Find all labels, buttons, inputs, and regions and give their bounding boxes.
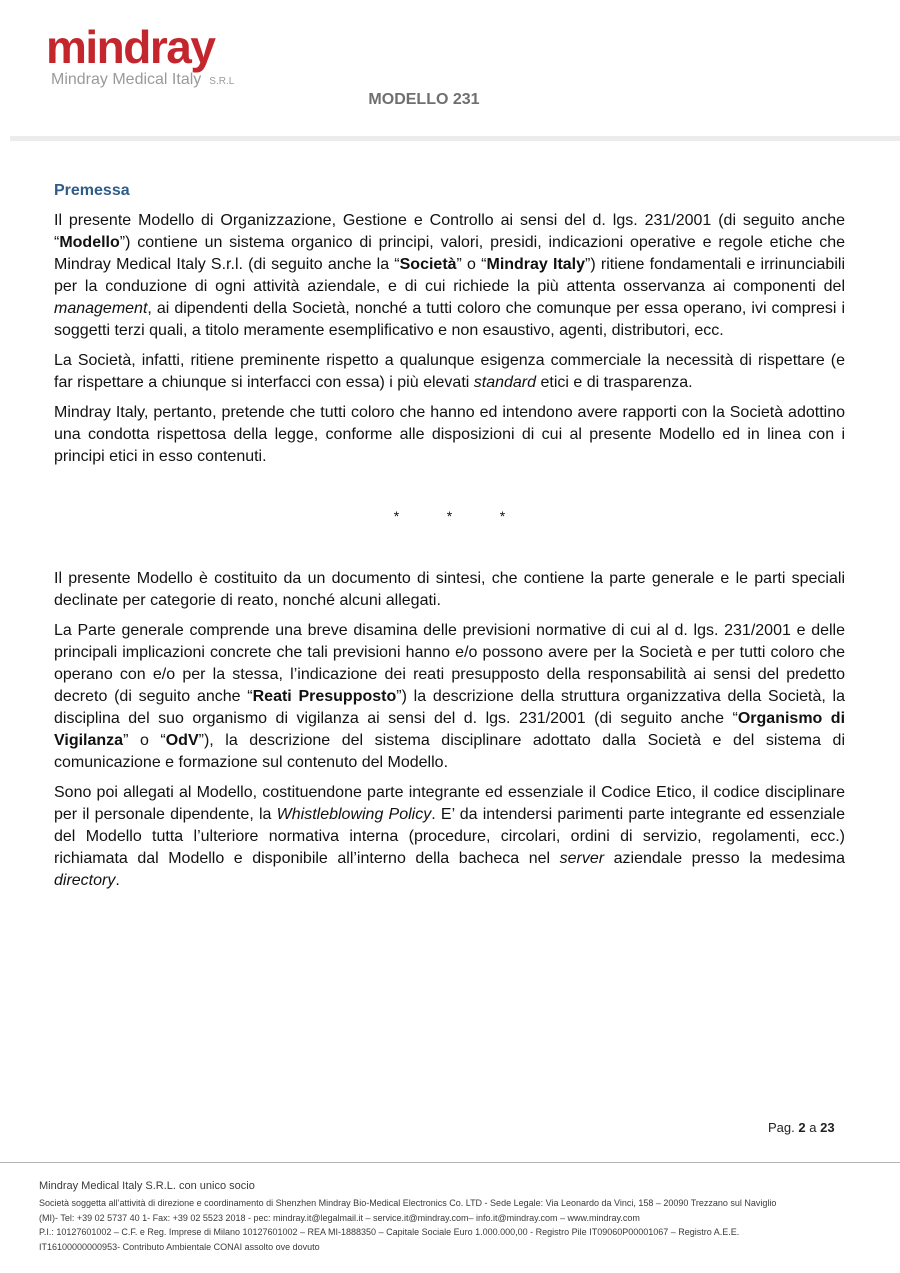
italic-term: server — [559, 850, 605, 867]
logo-company-text: Mindray Medical Italy — [51, 71, 202, 88]
page-total: 23 — [820, 1120, 835, 1135]
italic-term: Whistleblowing Policy — [276, 806, 432, 823]
italic-term: management — [54, 300, 148, 317]
paragraph-1 — [54, 210, 845, 342]
paragraph-2 — [54, 350, 845, 394]
page-prefix: Pag. — [768, 1120, 795, 1135]
paragraph-4 — [54, 568, 845, 612]
page-content — [54, 182, 845, 900]
bold-term: Mindray Italy — [486, 256, 586, 273]
text-run: , ai dipendenti della Società, nonché a tutti coloro che comunque per essa operano, ivi compresi i soggetti terzi quali, a titolo meramente esemplificativo e non esaustivo, agenti, distributori, ecc. — [54, 300, 845, 339]
footer-line: P.I.: 10127601002 – C.F. e Reg. Imprese di Milano 10127601002 – REA MI-1888350 – Capitale Sociale Euro 1.000.000,00 - Registro Pile IT09060P00001067 – Registro A.E.E. — [39, 1227, 740, 1237]
text-run: Mindray Italy, pertanto, pretende che tutti coloro che hanno ed intendono avere rapporti con la Società adottino una condotta rispettosa della legge, conforme alle disposizioni di cui al presente Modello ed in linea con i principi etici in esso contenuti. — [54, 404, 845, 465]
page-current: 2 — [798, 1120, 806, 1135]
italic-term: directory — [54, 872, 116, 889]
separator-star: * — [446, 508, 453, 524]
document-title: MODELLO 231 — [368, 91, 480, 108]
text-run: ”) contiene un sistema organico di principi, valori, presidi, indicazioni operative e regole etiche che Mindray Medical Italy S.r.l. (di seguito anche la “ — [54, 234, 845, 273]
bold-term: Società — [399, 256, 457, 273]
text-run: Sono poi allegati al Modello, costituendone parte integrante ed essenziale il Codice Etico, il codice disciplinare per il personale dipendente, la — [54, 784, 845, 823]
paragraph-3 — [54, 402, 845, 468]
header-divider — [10, 136, 900, 141]
text-run: ”) ritiene fondamentali e irrinunciabili per la conduzione di ogni attività aziendale, e di cui richiede la più attenta osservanza ai componenti del — [54, 256, 845, 295]
bold-term: OdV — [165, 732, 199, 749]
logo-company-name — [51, 71, 234, 91]
text-run: ” o “ — [123, 732, 166, 749]
footer-line: IT16100000000953- Contributo Ambientale CONAI assolto ove dovuto — [39, 1241, 320, 1252]
text-run: etici e di trasparenza. — [536, 374, 693, 391]
text-run: Il presente Modello di Organizzazione, Gestione e Controllo ai sensi del d. lgs. 231/2001 (di seguito anche “ — [54, 212, 845, 251]
text-run: aziendale presso la medesima — [604, 850, 846, 867]
footer-company-title: Mindray Medical Italy S.R.L. con unico socio — [39, 1180, 255, 1192]
italic-term: standard — [473, 374, 537, 391]
bold-term: Organismo di Vigilanza — [54, 710, 846, 749]
bold-term: Modello — [59, 234, 120, 251]
footer-divider — [0, 1162, 900, 1163]
footer-line: Società soggetta all’attività di direzione e coordinamento di Shenzhen Mindray Bio-Medical Electronics Co. LTD - Sede Legale: Via Leonardo da Vinci, 158 – 20090 Trezzano sul Naviglio — [39, 1198, 777, 1208]
page-sep: a — [809, 1120, 817, 1135]
bold-term: Reati Presupposto — [252, 688, 397, 705]
separator-star: * — [393, 508, 400, 524]
paragraph-6 — [54, 782, 845, 892]
footer-line: (MI)- Tel: +39 02 5737 40 1- Fax: +39 02 5523 2018 - pec: mindray.it@legalmail.it – service.it@mindray.com– info.it@mindray.com – www.mindray.com — [39, 1212, 640, 1223]
paragraph-5 — [54, 620, 845, 774]
text-run: ”) la descrizione della struttura organizzativa della Società, la disciplina del suo organismo di vigilanza ai sensi del d. lgs. 231/2001 (di seguito anche “ — [54, 688, 846, 727]
text-run: ”), la descrizione del sistema disciplinare adottato dalla Società e del sistema di comunicazione e formazione sul contenuto del Modello. — [54, 732, 845, 771]
logo-srl: S.R.L — [209, 76, 235, 87]
text-run: La Società, infatti, ritiene preminente rispetto a qualunque esigenza commerciale la necessità di rispettare (e far rispettare a chiunque si interfacci con essa) i più elevati — [54, 352, 845, 391]
text-run: La Parte generale comprende una breve disamina delle previsioni normative di cui al d. lgs. 231/2001 e delle principali implicazioni concrete che tali previsioni hanno e/o possono avere per la Società e per tutti coloro che operano con e/o per la stessa, l’indicazione dei reati presupposto della responsabilità ai sensi del predetto decreto (di seguito anche “ — [54, 622, 845, 705]
separator-star: * — [499, 508, 506, 524]
section-heading: Premessa — [54, 182, 130, 199]
text-run: Il presente Modello è costituito da un documento di sintesi, che contiene la parte generale e le parti speciali declinate per categorie di reato, nonché alcuni allegati. — [54, 570, 845, 609]
page-number — [768, 1120, 835, 1135]
logo-wordmark: mindray — [46, 21, 215, 73]
section-separator — [54, 508, 845, 524]
page-footer — [39, 1180, 859, 1254]
text-run: . — [115, 872, 120, 889]
text-run: . E’ da intendersi parimenti parte integrante ed essenziale del Modello tutta l’ulteriore normativa interna (procedure, circolari, ordini di servizio, regolamenti, ecc.) richiamata dal Modello e disponibile all’interno della bacheca nel — [54, 806, 845, 867]
text-run: ” o “ — [456, 256, 487, 273]
company-logo — [46, 21, 235, 91]
